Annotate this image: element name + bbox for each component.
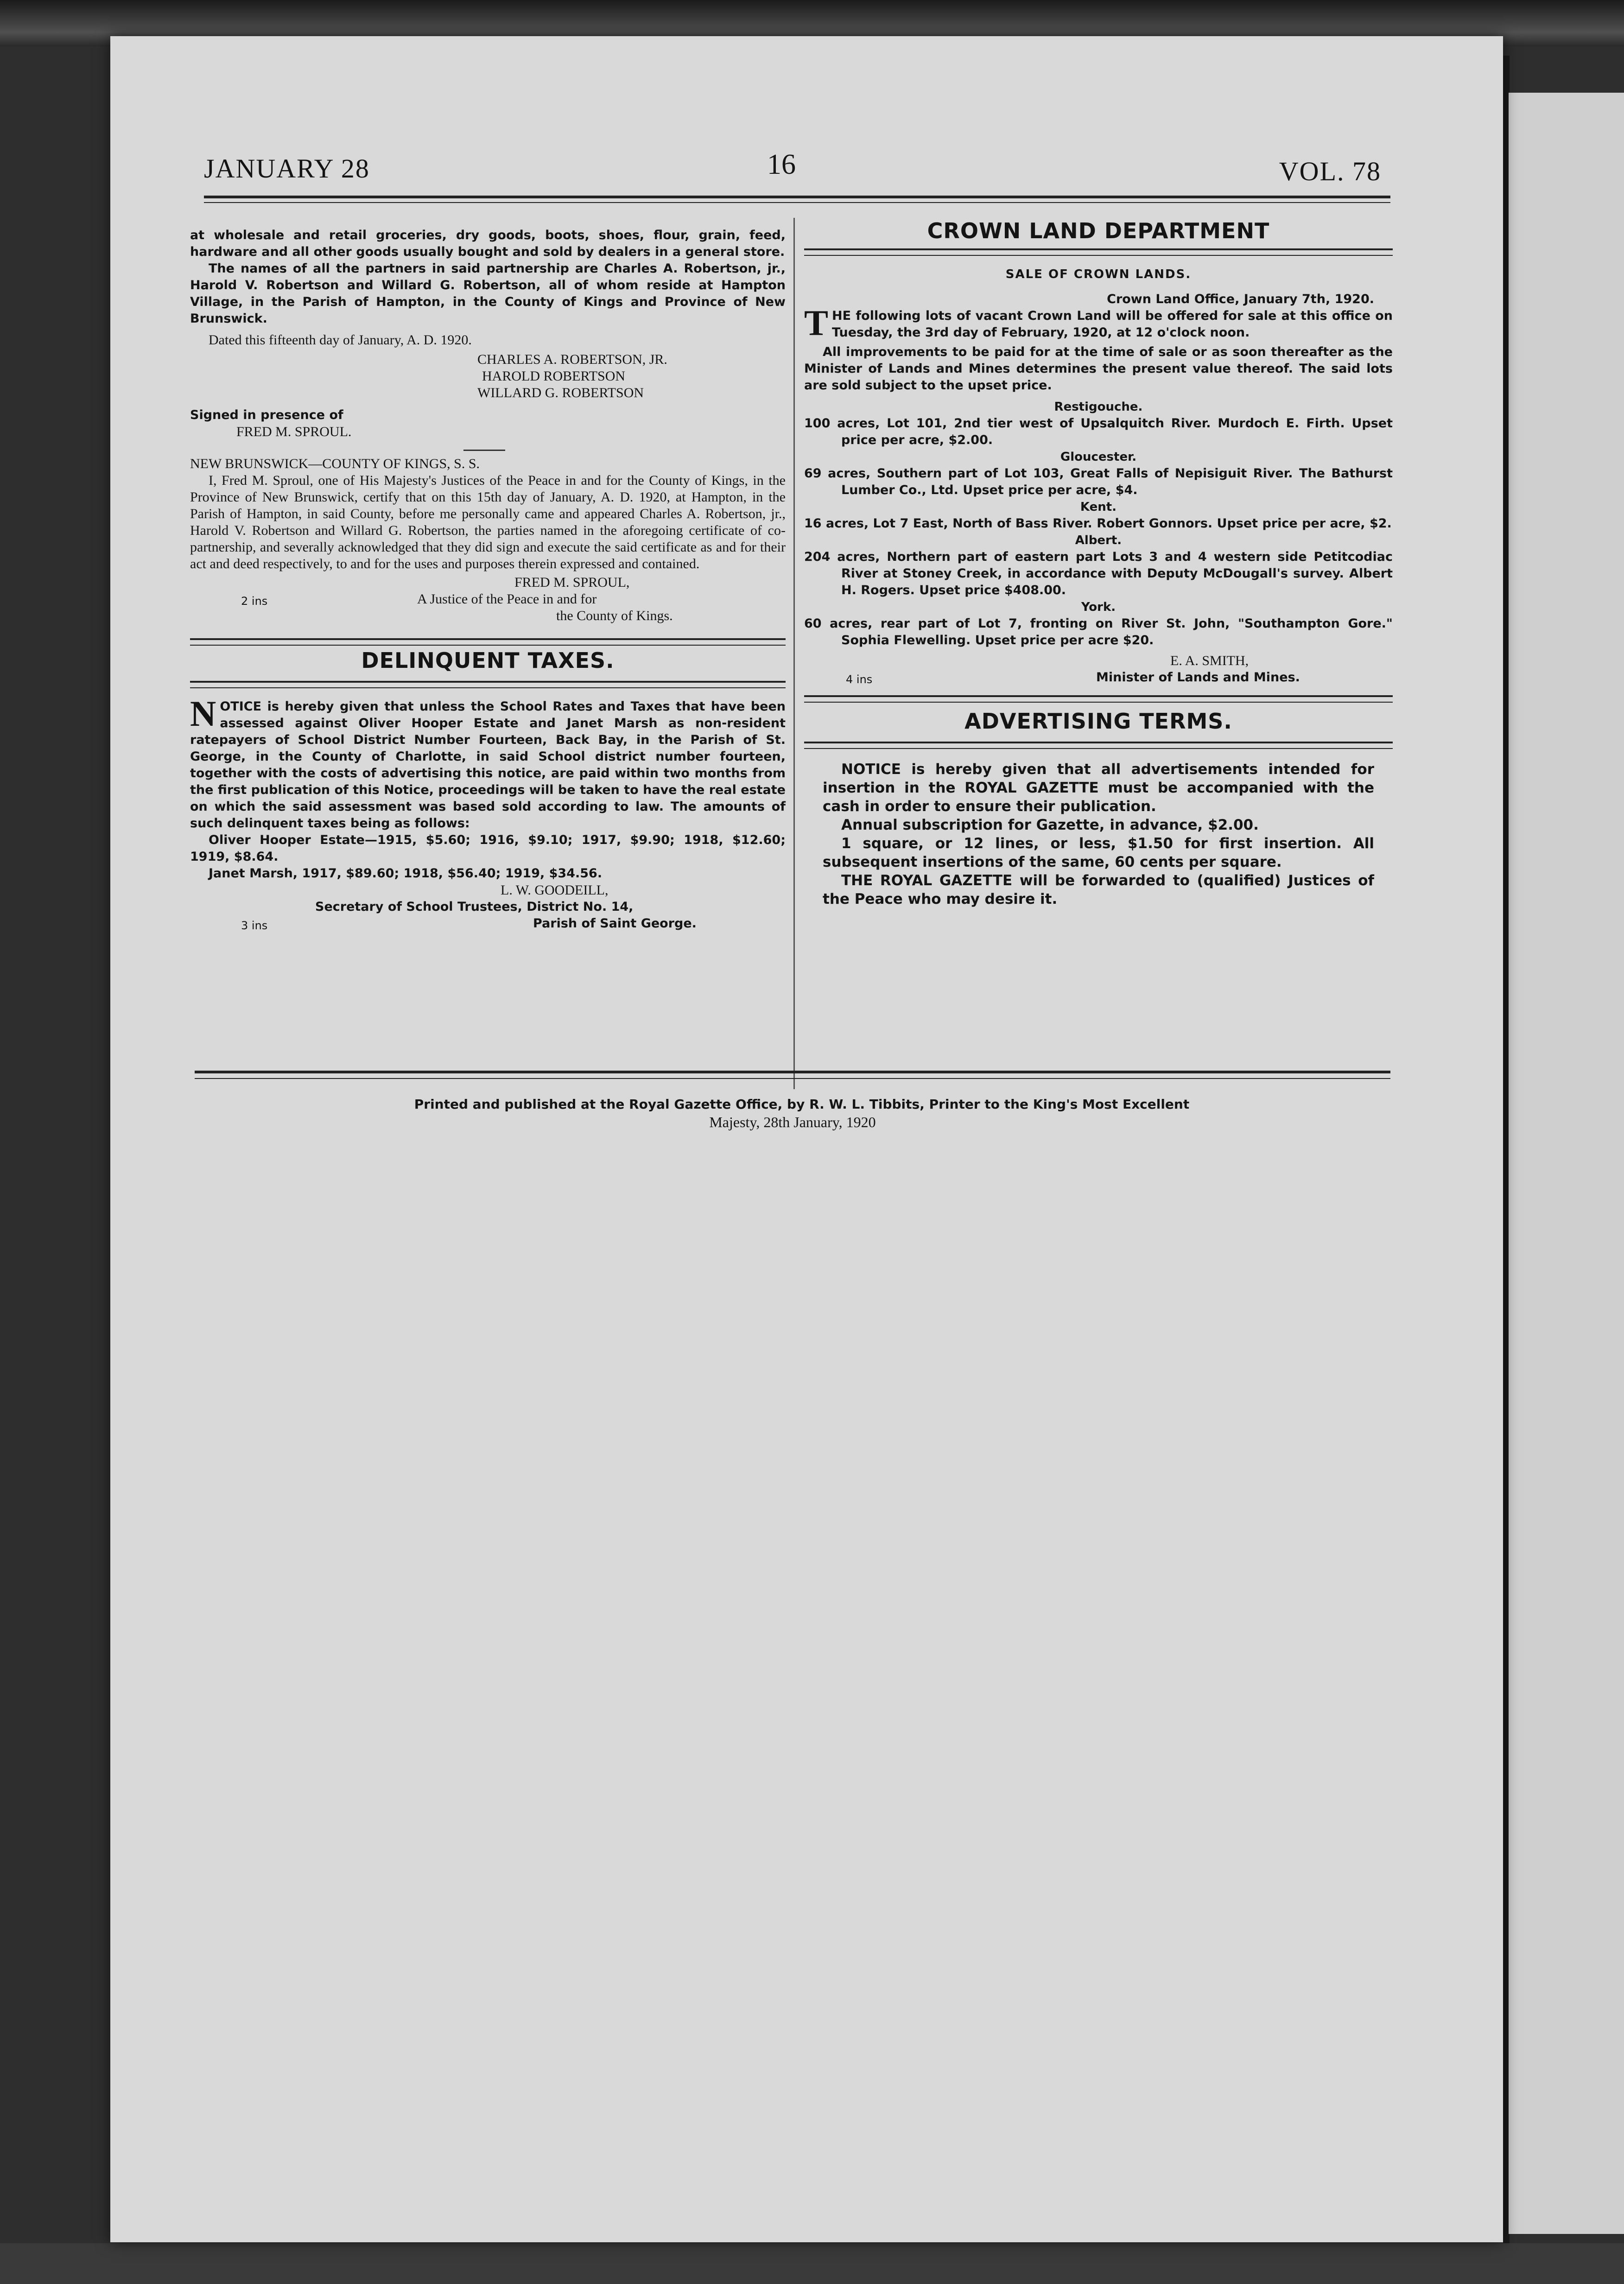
advertising-p2: Annual subscription for Gazette, in advance, $2.00. — [841, 817, 1259, 833]
advertising-p1: NOTICE is hereby given that all advertisements intended for insertion in the ROYAL GAZETTE must be accompanied with the cash in order to ensure their publication. — [823, 761, 1374, 815]
left-column — [190, 227, 786, 932]
delinquent-signature-name: L. W. GOODEILL, — [501, 882, 609, 898]
crown-improvements: All improvements to be paid for at the time of sale or as soon thereafter as the Minister of Lands and Mines determines the present value thereof. The said lots are sold subject to the upset price. — [804, 345, 1393, 393]
lot-restigouche: 100 acres, Lot 101, 2nd tier west of Upsalquitch River. Murdoch E. Firth. Upset price per acre, $2.00. — [804, 416, 1393, 447]
certificate-signature-title1: A Justice of the Peace in and for — [417, 591, 597, 607]
page-number: 16 — [767, 149, 796, 180]
certificate-signature-row — [190, 591, 786, 608]
section-rule — [804, 742, 1393, 749]
signed-in-presence: Signed in presence of — [190, 408, 343, 422]
delinquent-entry-2: Janet Marsh, 1917, $89.60; 1918, $56.40; 1919, $34.56. — [209, 866, 603, 881]
delinquent-signature-title2: Parish of Saint George. — [533, 916, 697, 931]
crown-dropcap: T — [804, 303, 829, 343]
lot-gloucester: 69 acres, Southern part of Lot 103, Great Falls of Nepisiguit River. The Bathurst Lumber Co., Ltd. Upset price per acre, $4. — [804, 466, 1393, 497]
crown-signature-row — [804, 669, 1393, 686]
delinquent-ins: 3 ins — [241, 919, 268, 932]
signatory-2: HAROLD ROBERTSON — [482, 368, 626, 384]
advertising-p4: THE ROYAL GAZETTE will be forwarded to (qualified) Justices of the Peace who may desire it. — [823, 872, 1374, 907]
section-rule — [190, 638, 786, 646]
crown-ins: 4 ins — [846, 673, 873, 686]
section-rule — [804, 695, 1393, 703]
advertising-p3: 1 square, or 12 lines, or less, $1.50 for first insertion. All subsequent insertions of the same, 60 cents per square. — [823, 835, 1374, 870]
partnership-dated: Dated this fifteenth day of January, A. D. 1920. — [209, 332, 472, 348]
delinquent-dropcap: N — [190, 693, 216, 734]
imprint-line-2: Majesty, 28th January, 1920 — [709, 1114, 876, 1130]
crown-intro: HE following lots of vacant Crown Land will be offered for sale at this office on Tuesday, the 3rd day of February, 1920, at 12 o'clock noon. — [832, 309, 1393, 340]
certificate-signature-name: FRED M. SPROUL, — [514, 575, 630, 590]
certificate-body: I, Fred M. Sproul, one of His Majesty's Justices of the Peace in and for the County of Kings, in the Province of New Brunswick, certify that on this 15th day of January, A. D. 1920, at Hampton, in the Parish of Hampton, in said County, before me personally came and appeared Charles A. Robertson, jr., Harold V. Robertson and Willard G. Robertson, the parties named in the aforegoing certificate of co-partnership, and severally acknowledged that they did sign and execute the said certificate as and for their act and deed respectively, to and for the uses and purposes therein expressed and contained. — [190, 473, 786, 571]
imprint-line-1: Printed and published at the Royal Gazette Office, by R. W. L. Tibbits, Printer to the King's Most Excellent — [414, 1097, 1190, 1112]
crown-land-subtitle: SALE OF CROWN LANDS. — [1005, 267, 1192, 281]
witness-name: FRED M. SPROUL. — [236, 424, 352, 439]
imprint — [195, 1071, 1390, 1131]
certificate-ins: 2 ins — [241, 595, 268, 608]
lot-kent: 16 acres, Lot 7 East, North of Bass River. Robert Gonnors. Upset price per acre, $2. — [804, 516, 1392, 531]
delinquent-signature-title1: Secretary of School Trustees, District No. 14, — [315, 900, 634, 914]
county-york: York. — [1081, 600, 1116, 614]
delinquent-signature-row — [190, 915, 786, 932]
partnership-business-text: at wholesale and retail groceries, dry goods, boots, shoes, flour, grain, feed, hardware and all other goods usually bought and sold by dealers in a general store. — [190, 228, 786, 259]
lot-york: 60 acres, rear part of Lot 7, fronting on River St. John, "Southampton Gore." Sophia Flewelling. Upset price per acre $20. — [804, 616, 1393, 647]
advertising-terms-body — [804, 755, 1393, 908]
header-date: JANUARY 28 — [204, 153, 370, 184]
background-bottom — [0, 2243, 1624, 2284]
crown-land-title: CROWN LAND DEPARTMENT — [927, 218, 1270, 243]
crown-office-date: Crown Land Office, January 7th, 1920. — [1107, 292, 1374, 306]
imprint-rule — [195, 1071, 1390, 1079]
partnership-signatories — [477, 351, 786, 401]
section-rule — [804, 248, 1393, 256]
county-albert: Albert. — [1075, 533, 1122, 547]
advertising-terms-title: ADVERTISING TERMS. — [964, 709, 1232, 734]
delinquent-body: OTICE is hereby given that unless the School Rates and Taxes that have been assessed against Oliver Hooper Estate and Janet Marsh as non-resident ratepayers of School District Number Fourteen, Back Bay, in the Parish of St. George, in the County of Charlotte, in said School district number fourteen, together with the costs of advertising this notice, are paid within two months from the first publication of this Notice, proceedings will be taken to have the real estate on which the said assessment was based sold according to law. The amounts of such delinquent taxes being as follows: — [190, 699, 786, 831]
county-gloucester: Gloucester. — [1060, 450, 1137, 464]
section-rule — [190, 681, 786, 688]
delinquent-taxes-title: DELINQUENT TAXES. — [361, 648, 615, 673]
certificate-heading: NEW BRUNSWICK—COUNTY OF KINGS, S. S. — [190, 456, 480, 471]
delinquent-entry-1: Oliver Hooper Estate—1915, $5.60; 1916, $9.10; 1917, $9.90; 1918, $12.60; 1919, $8.64. — [190, 833, 786, 864]
certificate-signature-title2: the County of Kings. — [556, 608, 673, 623]
running-head — [204, 149, 1381, 195]
lot-albert: 204 acres, Northern part of eastern part Lots 3 and 4 western side Petitcodiac River at Stoney Creek, in accordance with Deputy McDougall's survey. Albert H. Rogers. Upset price $408.00. — [804, 550, 1393, 597]
column-divider — [793, 218, 795, 1089]
right-column — [804, 213, 1393, 908]
partnership-partners-text: The names of all the partners in said partnership are Charles A. Robertson, jr., Harold V. Robertson and Willard G. Robertson, all of whom reside at Hampton Village, in the Parish of Hampton, in the County of Kings and Province of New Brunswick. — [190, 261, 786, 326]
volume-number: VOL. 78 — [1279, 156, 1381, 186]
crown-signature-title: Minister of Lands and Mines. — [1096, 670, 1300, 685]
header-rule — [204, 196, 1390, 203]
crown-signature-name: E. A. SMITH, — [1170, 653, 1249, 668]
signatory-3: WILLARD G. ROBERTSON — [477, 385, 644, 400]
section-rule — [463, 450, 505, 451]
signatory-1: CHARLES A. ROBERTSON, JR. — [477, 352, 667, 367]
county-restigouche: Restigouche. — [1054, 400, 1143, 414]
adjacent-page — [1509, 93, 1624, 2234]
county-kent: Kent. — [1080, 500, 1117, 514]
